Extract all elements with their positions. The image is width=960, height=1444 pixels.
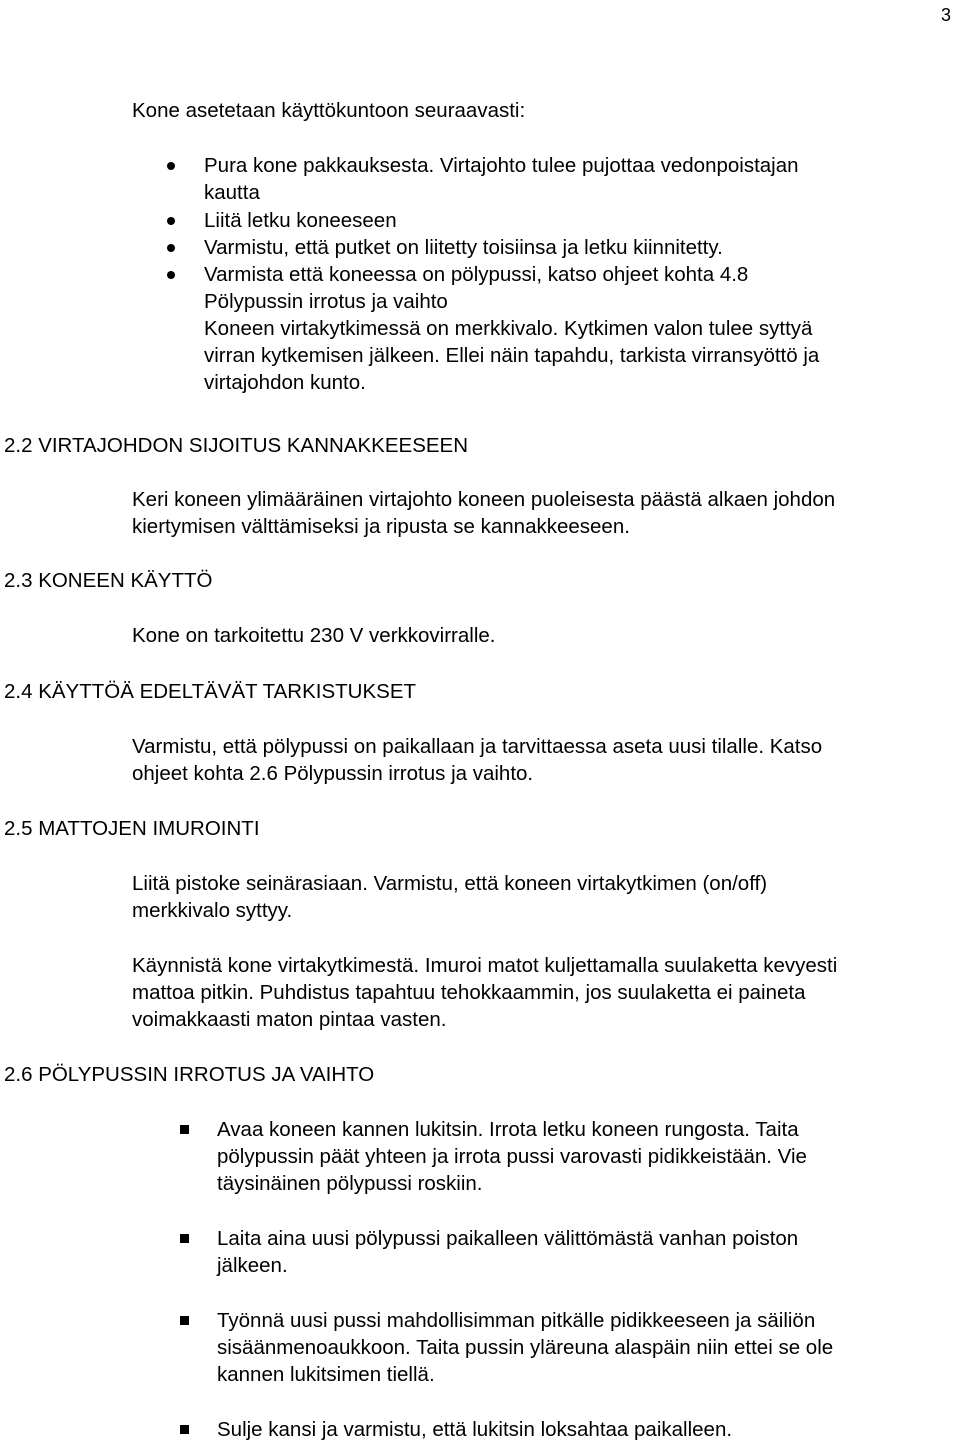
section-2-4-heading: 2.4 KÄYTTÖÄ EDELTÄVÄT TARKISTUKSET xyxy=(4,680,417,703)
section-2-5-para-1-line-1: Liitä pistoke seinärasiaan. Varmistu, että koneen virtakytkimen (on/off) xyxy=(132,872,768,895)
setup-bullet-3: Varmistu, että putket on liitetty toisiinsa ja letku kiinnitetty. xyxy=(204,236,723,259)
page-number: 3 xyxy=(941,5,952,25)
section-2-2-line-1: Keri koneen ylimääräinen virtajohto koneen puoleisesta päästä alkaen johdon xyxy=(132,488,836,511)
setup-bullet-1-line-2: kautta xyxy=(204,181,260,204)
setup-bullet-1-line-1: Pura kone pakkauksesta. Virtajohto tulee pujottaa vedonpoistajan xyxy=(204,154,799,177)
setup-bullet-4-line-3: Koneen virtakytkimessä on merkkivalo. Kytkimen valon tulee syttyä xyxy=(204,317,813,340)
section-2-5-para-1-line-2: merkkivalo syttyy. xyxy=(132,899,293,922)
bullet-dot-icon xyxy=(167,271,175,279)
section-2-6-item-2-line-1: Laita aina uusi pölypussi paikalleen välittömästä vanhan poiston xyxy=(217,1227,799,1250)
bullet-square-icon xyxy=(180,1425,189,1434)
section-2-6-item-1-line-2: pölypussin päät yhteen ja irrota pussi varovasti pidikkeistään. Vie xyxy=(217,1145,807,1168)
setup-bullet-4-line-4: virran kytkemisen jälkeen. Ellei näin tapahdu, tarkista virransyöttö ja xyxy=(204,344,820,367)
section-2-5-heading: 2.5 MATTOJEN IMUROINTI xyxy=(4,817,260,840)
bullet-dot-icon xyxy=(167,217,175,225)
section-2-6-item-1-line-3: täysinäinen pölypussi roskiin. xyxy=(217,1172,483,1195)
section-2-5-para-2-line-2: mattoa pitkin. Puhdistus tapahtuu tehokkaammin, jos suulaketta ei paineta xyxy=(132,981,806,1004)
intro-text: Kone asetetaan käyttökuntoon seuraavasti: xyxy=(132,99,526,122)
section-2-6-item-3-line-2: sisäänmenoaukkoon. Taita pussin yläreuna alaspäin niin ettei se ole xyxy=(217,1336,834,1359)
setup-bullet-4-line-1: Varmista että koneessa on pölypussi, katso ohjeet kohta 4.8 xyxy=(204,263,749,286)
section-2-6-item-3-line-1: Työnnä uusi pussi mahdollisimman pitkälle pidikkeeseen ja säiliön xyxy=(217,1309,816,1332)
section-2-6-heading: 2.6 PÖLYPUSSIN IRROTUS JA VAIHTO xyxy=(4,1063,375,1086)
section-2-5-para-2-line-1: Käynnistä kone virtakytkimestä. Imuroi matot kuljettamalla suulaketta kevyesti xyxy=(132,954,838,977)
bullet-dot-icon xyxy=(167,162,175,170)
section-2-3-heading: 2.3 KONEEN KÄYTTÖ xyxy=(4,569,213,592)
section-2-6-item-1-line-1: Avaa koneen kannen lukitsin. Irrota letku koneen rungosta. Taita xyxy=(217,1118,799,1141)
section-2-6-item-2-line-2: jälkeen. xyxy=(217,1254,288,1277)
section-2-6-item-4-line-1: Sulje kansi ja varmistu, että lukitsin loksahtaa paikalleen. xyxy=(217,1418,733,1441)
section-2-6-item-3-line-3: kannen lukitsimen tiellä. xyxy=(217,1363,435,1386)
bullet-square-icon xyxy=(180,1125,189,1134)
section-2-4-line-2: ohjeet kohta 2.6 Pölypussin irrotus ja vaihto. xyxy=(132,762,534,785)
bullet-dot-icon xyxy=(167,244,175,252)
section-2-5-para-2-line-3: voimakkaasti maton pintaa vasten. xyxy=(132,1008,447,1031)
section-2-2-line-2: kiertymisen välttämiseksi ja ripusta se kannakkeeseen. xyxy=(132,515,630,538)
setup-bullet-2: Liitä letku koneeseen xyxy=(204,209,397,232)
bullet-square-icon xyxy=(180,1316,189,1325)
setup-bullet-4-line-2: Pölypussin irrotus ja vaihto xyxy=(204,290,448,313)
setup-bullet-4-line-5: virtajohdon kunto. xyxy=(204,371,366,394)
section-2-4-line-1: Varmistu, että pölypussi on paikallaan ja tarvittaessa aseta uusi tilalle. Katso xyxy=(132,735,823,758)
section-2-3-line-1: Kone on tarkoitettu 230 V verkkovirralle. xyxy=(132,624,496,647)
bullet-square-icon xyxy=(180,1234,189,1243)
section-2-2-heading: 2.2 VIRTAJOHDON SIJOITUS KANNAKKEESEEN xyxy=(4,434,469,457)
